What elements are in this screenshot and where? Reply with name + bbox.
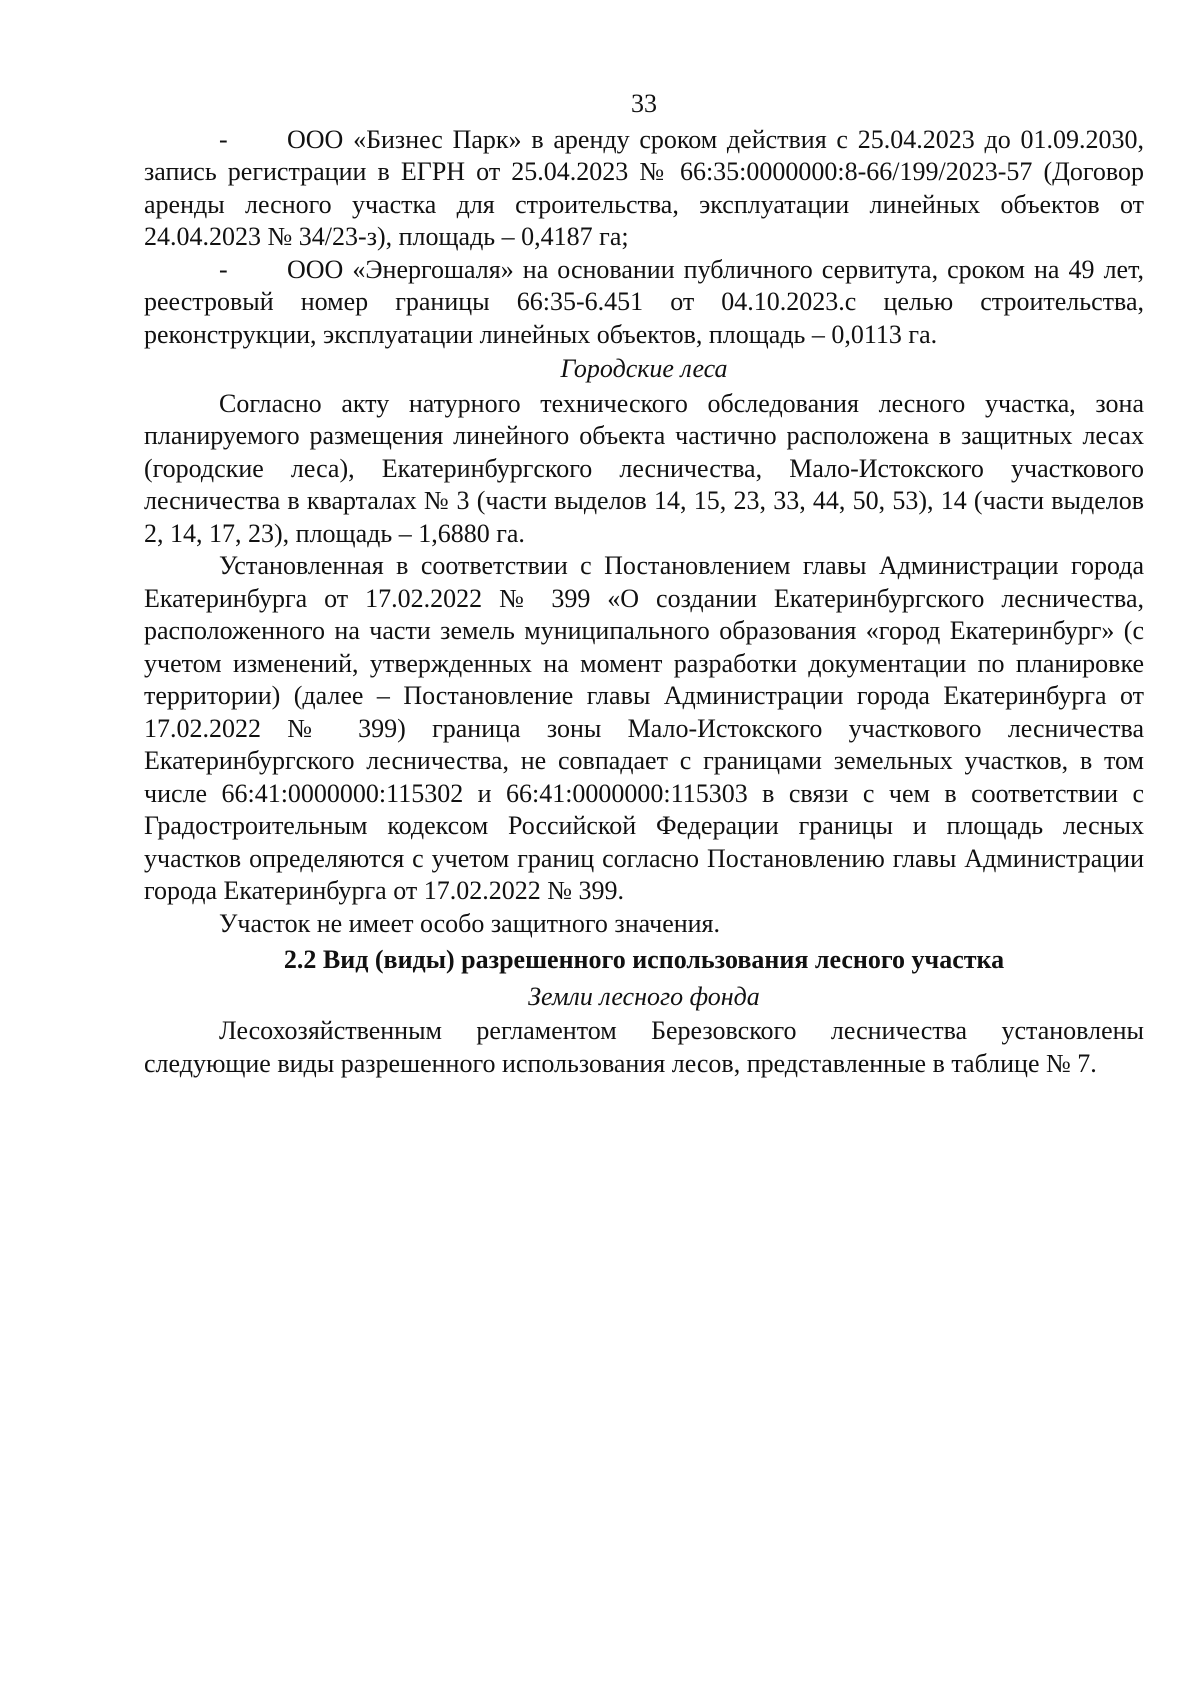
section-heading: 2.2 Вид (виды) разрешенного использования лесного участка: [283, 945, 1005, 974]
page-number: 33: [631, 89, 657, 118]
subheading-urban-forests: Городские леса: [560, 354, 728, 383]
document-page: [144, 88, 1144, 1080]
paragraph: Установленная в соответствии с Постановлением главы Администрации города Екатеринбурга от 17.02.2022 № 399 «О создании Екатеринбургского лесничества, расположенного на части земель муниципального образования «город Екатеринбург» (с учетом изменений, утвержденных на момент разработки документации по планировке территории) (далее – Постановление главы Администрации города Екатеринбурга от 17.02.2022 № 399) граница зоны Мало-Истокского участкового лесничества Екатеринбургского лесничества, не совпадает с границами земельных участков, в том числе 66:41:0000000:115302 и 66:41:0000000:115303 в связи с чем в соответствии с Градостроительным кодексом Российской Федерации границы и площадь лесных участков определяются с учетом границ согласно Постановлению главы Администрации города Екатеринбурга от 17.02.2022 № 399.: [144, 551, 1144, 905]
list-marker: -: [219, 124, 228, 154]
subheading-forest-fund: Земли лесного фонда: [528, 981, 760, 1011]
list-item-text: ООО «Бизнес Парк» в аренду сроком действия с 25.04.2023 до 01.09.2030, запись регистрации в ЕГРН от 25.04.2023 № 66:35:0000000:8-66/199/2023-57 (Договор аренды лесного участка для строительства, эксплуатации линейных объектов от 24.04.2023 № 34/23-з), площадь – 0,4187 га;: [144, 124, 1144, 251]
list-item: [144, 124, 1144, 254]
paragraph: Лесохозяйственным регламентом Березовского лесничества установлены следующие виды разрешенного использования лесов, представленные в таблице № 7.: [144, 1016, 1144, 1078]
list-marker: -: [219, 254, 228, 284]
list-item-text: ООО «Энергошаля» на основании публичного сервитута, сроком на 49 лет, реестровый номер границы 66:35-6.451 от 04.10.2023.с целью строительства, реконструкции, эксплуатации линейных объектов, площадь – 0,0113 га.: [144, 254, 1144, 349]
paragraph: Согласно акту натурного технического обследования лесного участка, зона планируемого размещения линейного объекта частично расположена в защитных лесах (городские леса), Екатеринбургского лесничества, Мало-Истокского участкового лесничества в кварталах № 3 (части выделов 14, 15, 23, 33, 44, 50, 53), 14 (части выделов 2, 14, 17, 23), площадь – 1,6880 га.: [144, 388, 1144, 548]
list-item: [144, 254, 1144, 352]
paragraph: Участок не имеет особо защитного значения.: [219, 908, 721, 938]
